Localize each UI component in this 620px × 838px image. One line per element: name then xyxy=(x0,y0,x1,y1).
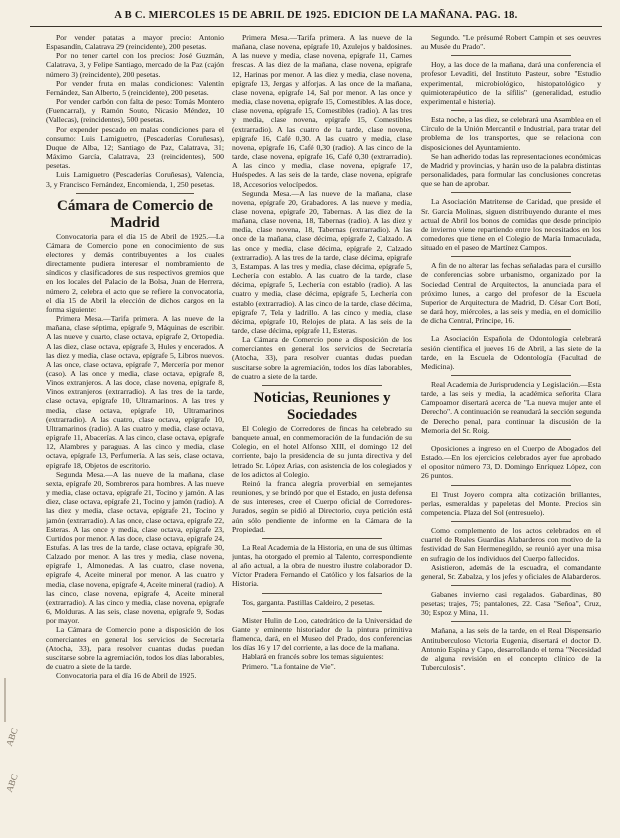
paragraph: Se han adherido todas las representaciones económicas de Madrid y provincias, y harán uso de la palabra distintas personalidades, para formular las conclusiones concretas que se han de aprobar. xyxy=(421,151,601,189)
column-1 xyxy=(46,33,224,830)
divider xyxy=(451,329,571,330)
divider xyxy=(451,192,571,193)
paragraph: Como complemento de los actos celebrados en el cuartel de Reales Guardias Alabarderos con motivo de la festividad de San Hermenegildo, se reunió ayer una misa en sufragio de los individuos del Cuerpo fallecidos. xyxy=(421,526,601,563)
paragraph: A fin de no alterar las fechas señaladas para el cursillo de conferencias sobre urbanismo, organizado por la Sociedad Central de Arquitectos, la anunciada para el próximo lunes, a cargo del profesor de la Escuela Superior de Arquitectura de Madrid, D. César Cort Botí, se dará hoy, miércoles, a las seis y media, en el domicilio de dicha Central, Príncipe, 16. xyxy=(421,261,601,326)
divider xyxy=(262,611,382,612)
divider xyxy=(451,485,571,486)
paragraph: Primera Mesa.—Tarifa primera. A las nueve de la mañana, clase séptima, epígrafe 9, Máquinas de escribir. A las nueve y cuarto, clase octava, epígrafe 2, Ortopedia. A las diez, clase octava, epígrafe 3, Hules y encerados. A las diez y media, clase octava, epígrafe 5, Libros nuevos. A las once, clase octava, epígrafe 7, Mercería por menor (caso). A las once y media, clase octava, epígrafe 8, Vinos extranjeros. A las doce, clase novena, epígrafe 8, Vinos extranjeros (extrarradio). A las tres de la tarde, clase octava, epígrafe 10, Ultramarinos. A las tres y media, clase octava, epígrafe 10, Ultramarinos (extrarradio). A las cuatro, clase octava, epígrafe 10, Ultramarinos (radio). A las cuatro y media, clase octava, epígrafe 11, Abacerías. A las cinco, clase octava, epígrafe 12, Alambres y paraguas. A las cinco y media, clase octava, epígrafe 13, Perfumería. A las seis, clase octava, epígrafe 18, Objetos de escritorio. xyxy=(46,314,224,470)
section-title: Noticias, Reuniones y Sociedades xyxy=(253,389,391,423)
divider xyxy=(451,521,571,522)
paragraph: Oposiciones a ingreso en el Cuerpo de Abogados del Estado.—En los ejercicios celebrados ayer fue aprobado el opositor número 73, D. Domingo Enríquez López, con 26 puntos. xyxy=(421,443,601,481)
paragraph: Reinó la franca alegría proverbial en semejantes reuniones, y se brindó por que el Estado, en justa defensa de sus intereses, cree el Cuerpo oficial de Corredores-Jurados, según se pidió al Directorio, cuya petición está aún sólo pendiente de informe en la Cámara de la Propiedad. xyxy=(232,478,412,534)
divider xyxy=(262,538,382,539)
paragraph: Segundo. "Le présumé Robert Campin et ses oeuvres au Musée du Prado". xyxy=(421,33,601,52)
paragraph: Convocatoria para el día 16 de Abril de 1925. xyxy=(56,671,197,681)
section-divider xyxy=(262,385,382,386)
paragraph: Hoy, a las doce de la mañana, dará una conferencia el profesor Levaditi, del Instituto Pasteur, sobre "Estudio experimental, microbiológico, histopatológico y quimioterapéutico de la sífilis" (generalidad, estudio experimental e histeria). xyxy=(421,60,601,106)
paragraph: Convocatoria para el día 15 de Abril de 1925.—La Cámara de Comercio pone en conocimiento de sus electores y demás contribuyentes a los cuales directamente pudiera interesar el nombramiento de síndicos y clasificadores de sus respectivos gremios que en los locales del Palacio de la Bolsa, Juan de Herrera, número 2, celebra el acto que se refiere la convocatoria, el día 15 de Abril la elección de dichos cargos en la forma siguiente: xyxy=(46,231,224,314)
divider xyxy=(451,375,571,376)
divider xyxy=(451,55,571,56)
paragraph: Por vender fruta en malas condiciones: Valentín Fernández, San Alberto, 5 (reincidente), 200 pesetas. xyxy=(46,78,224,97)
section-title: Cámara de Comercio de Madrid xyxy=(57,197,213,231)
divider xyxy=(451,585,571,586)
column-2 xyxy=(232,33,412,830)
paragraph: La Asociación Española de Odontología celebrará sesión científica el jueves 16 de Abril, a las siete de la tarde, en la Escuela de Odontología (Facultad de Medicina). xyxy=(421,334,601,371)
divider xyxy=(451,256,571,257)
paragraph: Por vender patatas a mayor precio: Antonio Espasandín, Calatrava 29 (reincidente), 200 pesetas. xyxy=(46,33,224,52)
header-rule xyxy=(30,26,602,27)
margin-watermark: ABC xyxy=(4,726,20,748)
section-divider xyxy=(76,193,194,194)
divider xyxy=(451,439,571,440)
margin-watermark: ABC xyxy=(4,772,20,794)
paragraph: Asistieron, además de la escuadra, el comandante general, Sr. Zabalza, y los jefes y oficiales de Alabarderos. xyxy=(421,562,601,581)
paragraph: Primero. "La fontaine de Vie". xyxy=(242,661,336,671)
column-3 xyxy=(421,33,601,830)
paragraph: La Real Academia de la Historia, en una de sus últimas juntas, ha otorgado el premio al Talento, correspondiente al año actual, a la obra de nuestro ilustre colaborador D. Víctor Pradera Fernando el Católico y los falsarios de la Historia. xyxy=(232,542,412,589)
paragraph: Mister Hulin de Loo, catedrático de la Universidad de Gante y eminente historiador de la pintura primitiva flamenca, dará, en el Museo del Prado, dos conferencias los días 16 y 17 del corriente, a las doce de la mañana. xyxy=(232,615,412,653)
paragraph: Gabanes invierno casi regalados. Gabardinas, 80 pesetas; trajes, 75; pantalones, 22. Casa "Señoa", Cruz, 30; Espoz y Mina, 11. xyxy=(421,589,601,618)
paragraph: El Colegio de Corredores de fincas ha celebrado su banquete anual, en conmemoración de la fundación de su Colegio, en el hotel Alfonso XIII, el domingo 12 del corriente, bajo la presidencia de su junta directiva y del letrado Sr. López Arias, con asistencia de los colegiados y de los adictos al Colegio. xyxy=(232,423,412,479)
paragraph: La Asociación Matritense de Caridad, que preside el Sr. García Molinas, siguen distribuyendo durante el mes actual de Abril los bonos de comidas que desde principio de invierno viene repartiendo entre los necesitados en los comedores que tiene en el Colegio de María Inmaculada, situado en el paseo de Martínez Campos. xyxy=(421,197,601,253)
paragraph: Luis Lamiguetro (Pescaderías Coruñesas), Valencia, 3, y Francisco Fernández, Encomienda, 1, 250 pesetas. xyxy=(46,170,224,189)
paragraph: Por vender carbón con falta de peso: Tomás Montero (Fuencarral), y Ramón Souto, Nicasio Méndez, 10 (Vallecas), (reincidentes), 500 pesetas. xyxy=(46,97,224,125)
paragraph: Tos, garganta. Pastillas Caldeiro, 2 pesetas. xyxy=(242,597,375,607)
paragraph: Primera Mesa.—Tarifa primera. A las nueve de la mañana, clase novena, epígrafe 10, Azulejos y baldosines. A las nueve y media, clase novena, epígrafe 11, Carnes frescas. A las diez de la mañana, clase novena, epígrafe 12, Harinas por menor. A las diez y media, clase novena, epígrafe 13, Jergas y alforjas. A las once de la mañana, clase novena, epígrafe 14, Sal por menor. A las once y media, clase novena, epígrafe 15, Comestibles. A las doce, clase novena, epígrafe 15, Comestibles (radio). A las tres y media, clase novena, epígrafe 15, Comestibles (extrarradio). A las cuatro de la tarde, clase novena, epígrafe 16, Café 0,30. A las cuatro y media, clase novena, epígrafe 16, Café 0,30 (radio). A las cinco de la tarde, clase novena, epígrafe 16, Café 0,30 (extrarradio). A las cinco y media, clase novena, epígrafe 17, Huéspedes. A las seis de la tarde, clase novena, epígrafe 18, Accesorios velocípedos. xyxy=(232,33,412,189)
paragraph: La Cámara de Comercio pone a disposición de los comerciantes en general los servicios de Secretaría (Atocha, 33), para resolver cuantas dudas puedan suscitarse sobre la agremiación, todos los días laborables, de cuatro a siete de la tarde. xyxy=(46,625,224,671)
paragraph: Hablará en francés sobre los temas siguientes: xyxy=(242,652,384,662)
paragraph: La Cámara de Comercio pone a disposición de los comerciantes en general los servicios de Secretaría (Atocha, 33), para resolver cuantas dudas puedan suscitarse sobre la agremiación, todos los días laborables, de cuatro a siete de la tarde. xyxy=(232,335,412,381)
divider xyxy=(451,110,571,111)
paragraph: Por expender pescado en malas condiciones para el consumo: Luis Lamiguetro, (Pescaderías Coruñesas), Duque de Alba, 12; Santiago de Paz, Calatrava, 31; Máximo García, Calatrava, 23 (reincidentes), 500 pesetas. xyxy=(46,124,224,171)
paragraph: Por no tener cartel con los precios: José Guzmán, Calatrava, 3, y Felipe Santiago, mercado de la Paz (cajón número 3) (reincidente), 200 pesetas. xyxy=(46,51,224,79)
paragraph: Segunda Mesa.—A las nueve de la mañana, clase novena, epígrafe 20, Grabadores. A las nueve y media, clase novena, epígrafe 20, Tabernas. A las diez de la mañana, clase novena, 18, Tabernas (radio). A las diez y media, clase novena, 18, Tabernas (extrarradio). A las once de la mañana, clase décima, epígrafe 2, Calzado. A las once y media, clase décima, epígrafe 2, Calzado (extrarradio). A las tres de la tarde, clase décima, epígrafe 3, Estampas. A las tres y media, clase décima, epígrafe 5, Lechería con establo. A las cuatro de la tarde, clase décima, epígrafe 5, Lechería con establo (radio). A las cuatro y media, clase décima, epígrafe 5, Lechería con establo (extrarradio). A las cinco de la tarde, clase décima, epígrafe 7, Tela y ladrillo. A las cinco y media, clase décima, epígrafe 10, Relojes de plata. A las seis de la tarde, clase décima, epígrafe 11, Esteras. xyxy=(232,188,412,335)
paragraph: Real Academia de Jurisprudencia y Legislación.—Esta tarde, a las seis y media, la académica señorita Clara Campoamor disertará acerca de "La nueva mujer ante el Derecho". A continuación se reanudará la sección segunda de Derecho penal, para continuar la discusión de la Memoria del Sr. Roig. xyxy=(421,380,601,435)
paragraph: Mañana, a las seis de la tarde, en el Real Dispensario Antituberculoso Victoria Eugenia, disertará el doctor D. Antonio Espina y Capo, desarrollando el tema "Necesidad de alguna revisión en el concepto clínico de la Tuberculosis". xyxy=(421,626,601,673)
paragraph: Esta noche, a las diez, se celebrará una Asamblea en el Círculo de la Unión Mercantil e Industrial, para tratar del problema de los transportes, que se relaciona con disposiciones del Ayuntamiento. xyxy=(421,115,601,152)
paragraph: Segunda Mesa.—A las nueve de la mañana, clase sexta, epígrafe 20, Sombreros para hombres. A las nueve y media, clase octava, epígrafe 21, Tocino y jamón. A las diez, clase octava, epígrafe 21, Tocino y jamón (radio). A las diez y media, clase octava, epígrafe 21, Tocino y jamón (extrarradio). A las once, clase octava, epígrafe 22, Esteras. A las once y media, clase octava, epígrafe 23, Curtidos por menor. A las doce, clase octava, epígrafe 24, Estufas. A las tres de la tarde, clase octava, epígrafe 30, Calzado por menor. A las tres y media, clase novena, epígrafe 1, Almonedas. A las cuatro, clase novena, epígrafe 4, Aceite mineral por menor. A las cuatro y media, clase novena, epígrafe 4, Aceite mineral (radio). A las cinco, clase novena, epígrafe 4, Aceite mineral (extrarradio). A las cinco y media, clase novena, epígrafe 6, Molduras. A las seis, clase novena, epígrafe 9, Sodas por mayor. xyxy=(46,469,224,626)
divider xyxy=(451,621,571,622)
page-header: A B C. MIERCOLES 15 DE ABRIL DE 1925. EDICION DE LA MAÑANA. PAG. 18. xyxy=(114,10,518,21)
paragraph: El Trust Joyero compra alta cotización brillantes, perlas, esmeraldas y papeletas del Monte. Precios sin competencia. Plaza del Sol (entresuelo). xyxy=(421,489,601,517)
divider xyxy=(262,593,382,594)
